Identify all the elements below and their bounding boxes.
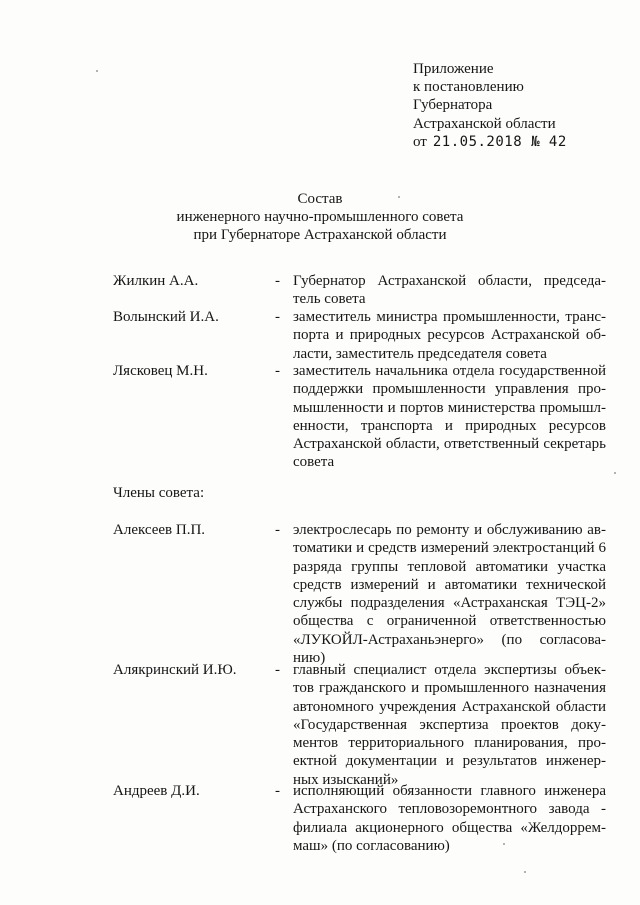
role-line: ментов территориального планирования, про- bbox=[293, 735, 606, 752]
scan-speck bbox=[614, 472, 616, 474]
role-line: электрослесарь по ремонту и обслуживанию ав- bbox=[293, 522, 606, 538]
role-line: исполняющий обязанности главного инженера bbox=[293, 783, 606, 799]
member-name: Волынский И.А. bbox=[113, 309, 219, 325]
date-prefix: от bbox=[413, 133, 427, 150]
role-line: Астраханской области, ответственный секретарь bbox=[293, 436, 606, 453]
member-role bbox=[293, 308, 606, 363]
member-name: Алякринский И.Ю. bbox=[113, 662, 237, 678]
separator-dash: - bbox=[275, 309, 280, 325]
role-line: заместитель начальника отдела государственной bbox=[293, 363, 606, 379]
role-line: филиала акционерного общества «Желдоррем- bbox=[293, 819, 606, 836]
role-line: мышленности и портов министерства промышл- bbox=[293, 399, 606, 416]
role-line: енности, транспорта и природных ресурсов bbox=[293, 417, 606, 434]
approval-line: Астраханской области bbox=[413, 115, 556, 132]
member-name: Лясковец М.Н. bbox=[113, 363, 208, 379]
title-line: инженерного научно-промышленного совета bbox=[176, 209, 464, 226]
role-line: порта и природных ресурсов Астраханской об- bbox=[293, 327, 606, 344]
scan-speck bbox=[503, 843, 505, 845]
role-line: ных изысканий» bbox=[293, 771, 399, 788]
member-role bbox=[293, 782, 606, 855]
title-line: Состав bbox=[297, 191, 343, 207]
document-title bbox=[150, 190, 490, 245]
role-line: тов гражданского и промышленного назначения bbox=[293, 680, 606, 697]
role-line: маш» (по согласованию) bbox=[293, 837, 450, 854]
role-line: совета bbox=[293, 454, 335, 471]
role-line: ласти, заместитель председателя совета bbox=[293, 345, 547, 362]
role-line: нию) bbox=[293, 650, 326, 667]
approval-line: Губернатора bbox=[413, 97, 493, 114]
role-line: поддержки промышленности управления про- bbox=[293, 381, 606, 398]
role-line: Астраханского тепловозоремонтного завода - bbox=[293, 801, 606, 818]
title-line: при Губернаторе Астраханской области bbox=[193, 227, 447, 244]
separator-dash: - bbox=[275, 662, 280, 678]
approval-line: Приложение bbox=[413, 61, 494, 77]
scan-speck bbox=[398, 196, 400, 198]
role-line: службы подразделения «Астраханская ТЭЦ-2» bbox=[293, 595, 606, 612]
role-line: «Государственная экспертиза проектов доку- bbox=[293, 716, 606, 733]
role-line: средств измерений и автоматики технической bbox=[293, 576, 606, 593]
role-line: «ЛУКОЙЛ-Астраханьэнерго» (по согласова- bbox=[293, 631, 606, 648]
role-line: томатики и средств измерений электростанций 6 bbox=[293, 540, 606, 557]
member-name: Андреев Д.И. bbox=[113, 783, 200, 799]
member-role bbox=[293, 521, 606, 667]
approval-block bbox=[413, 60, 628, 151]
role-line: общества с ограниченной ответственностью bbox=[293, 613, 606, 630]
role-line: заместитель министра промышленности, транс- bbox=[293, 309, 606, 325]
date-number-stamp: 21.05.2018 № 42 bbox=[432, 133, 567, 150]
role-line: главный специалист отдела экспертизы объек- bbox=[293, 662, 606, 678]
member-name: Алексеев П.П. bbox=[113, 522, 206, 538]
member-name: Жилкин А.А. bbox=[113, 273, 199, 289]
scan-speck bbox=[96, 70, 98, 72]
role-line: разряда группы тепловой автоматики участка bbox=[293, 558, 606, 575]
separator-dash: - bbox=[275, 522, 280, 538]
role-line: тель совета bbox=[293, 291, 366, 308]
scan-speck bbox=[524, 871, 526, 873]
member-role bbox=[293, 272, 606, 309]
approval-date-row bbox=[413, 133, 628, 151]
separator-dash: - bbox=[275, 783, 280, 799]
separator-dash: - bbox=[275, 273, 280, 289]
separator-dash: - bbox=[275, 363, 280, 379]
role-line: Губернатор Астраханской области, председа- bbox=[293, 273, 606, 289]
role-line: автономного учреждения Астраханской области bbox=[293, 698, 606, 715]
member-role bbox=[293, 362, 606, 472]
role-line: ектной документации и результатов инженер- bbox=[293, 753, 606, 770]
members-section-label: Члены совета: bbox=[113, 485, 205, 501]
approval-line: к постановлению bbox=[413, 79, 524, 96]
member-role bbox=[293, 661, 606, 789]
